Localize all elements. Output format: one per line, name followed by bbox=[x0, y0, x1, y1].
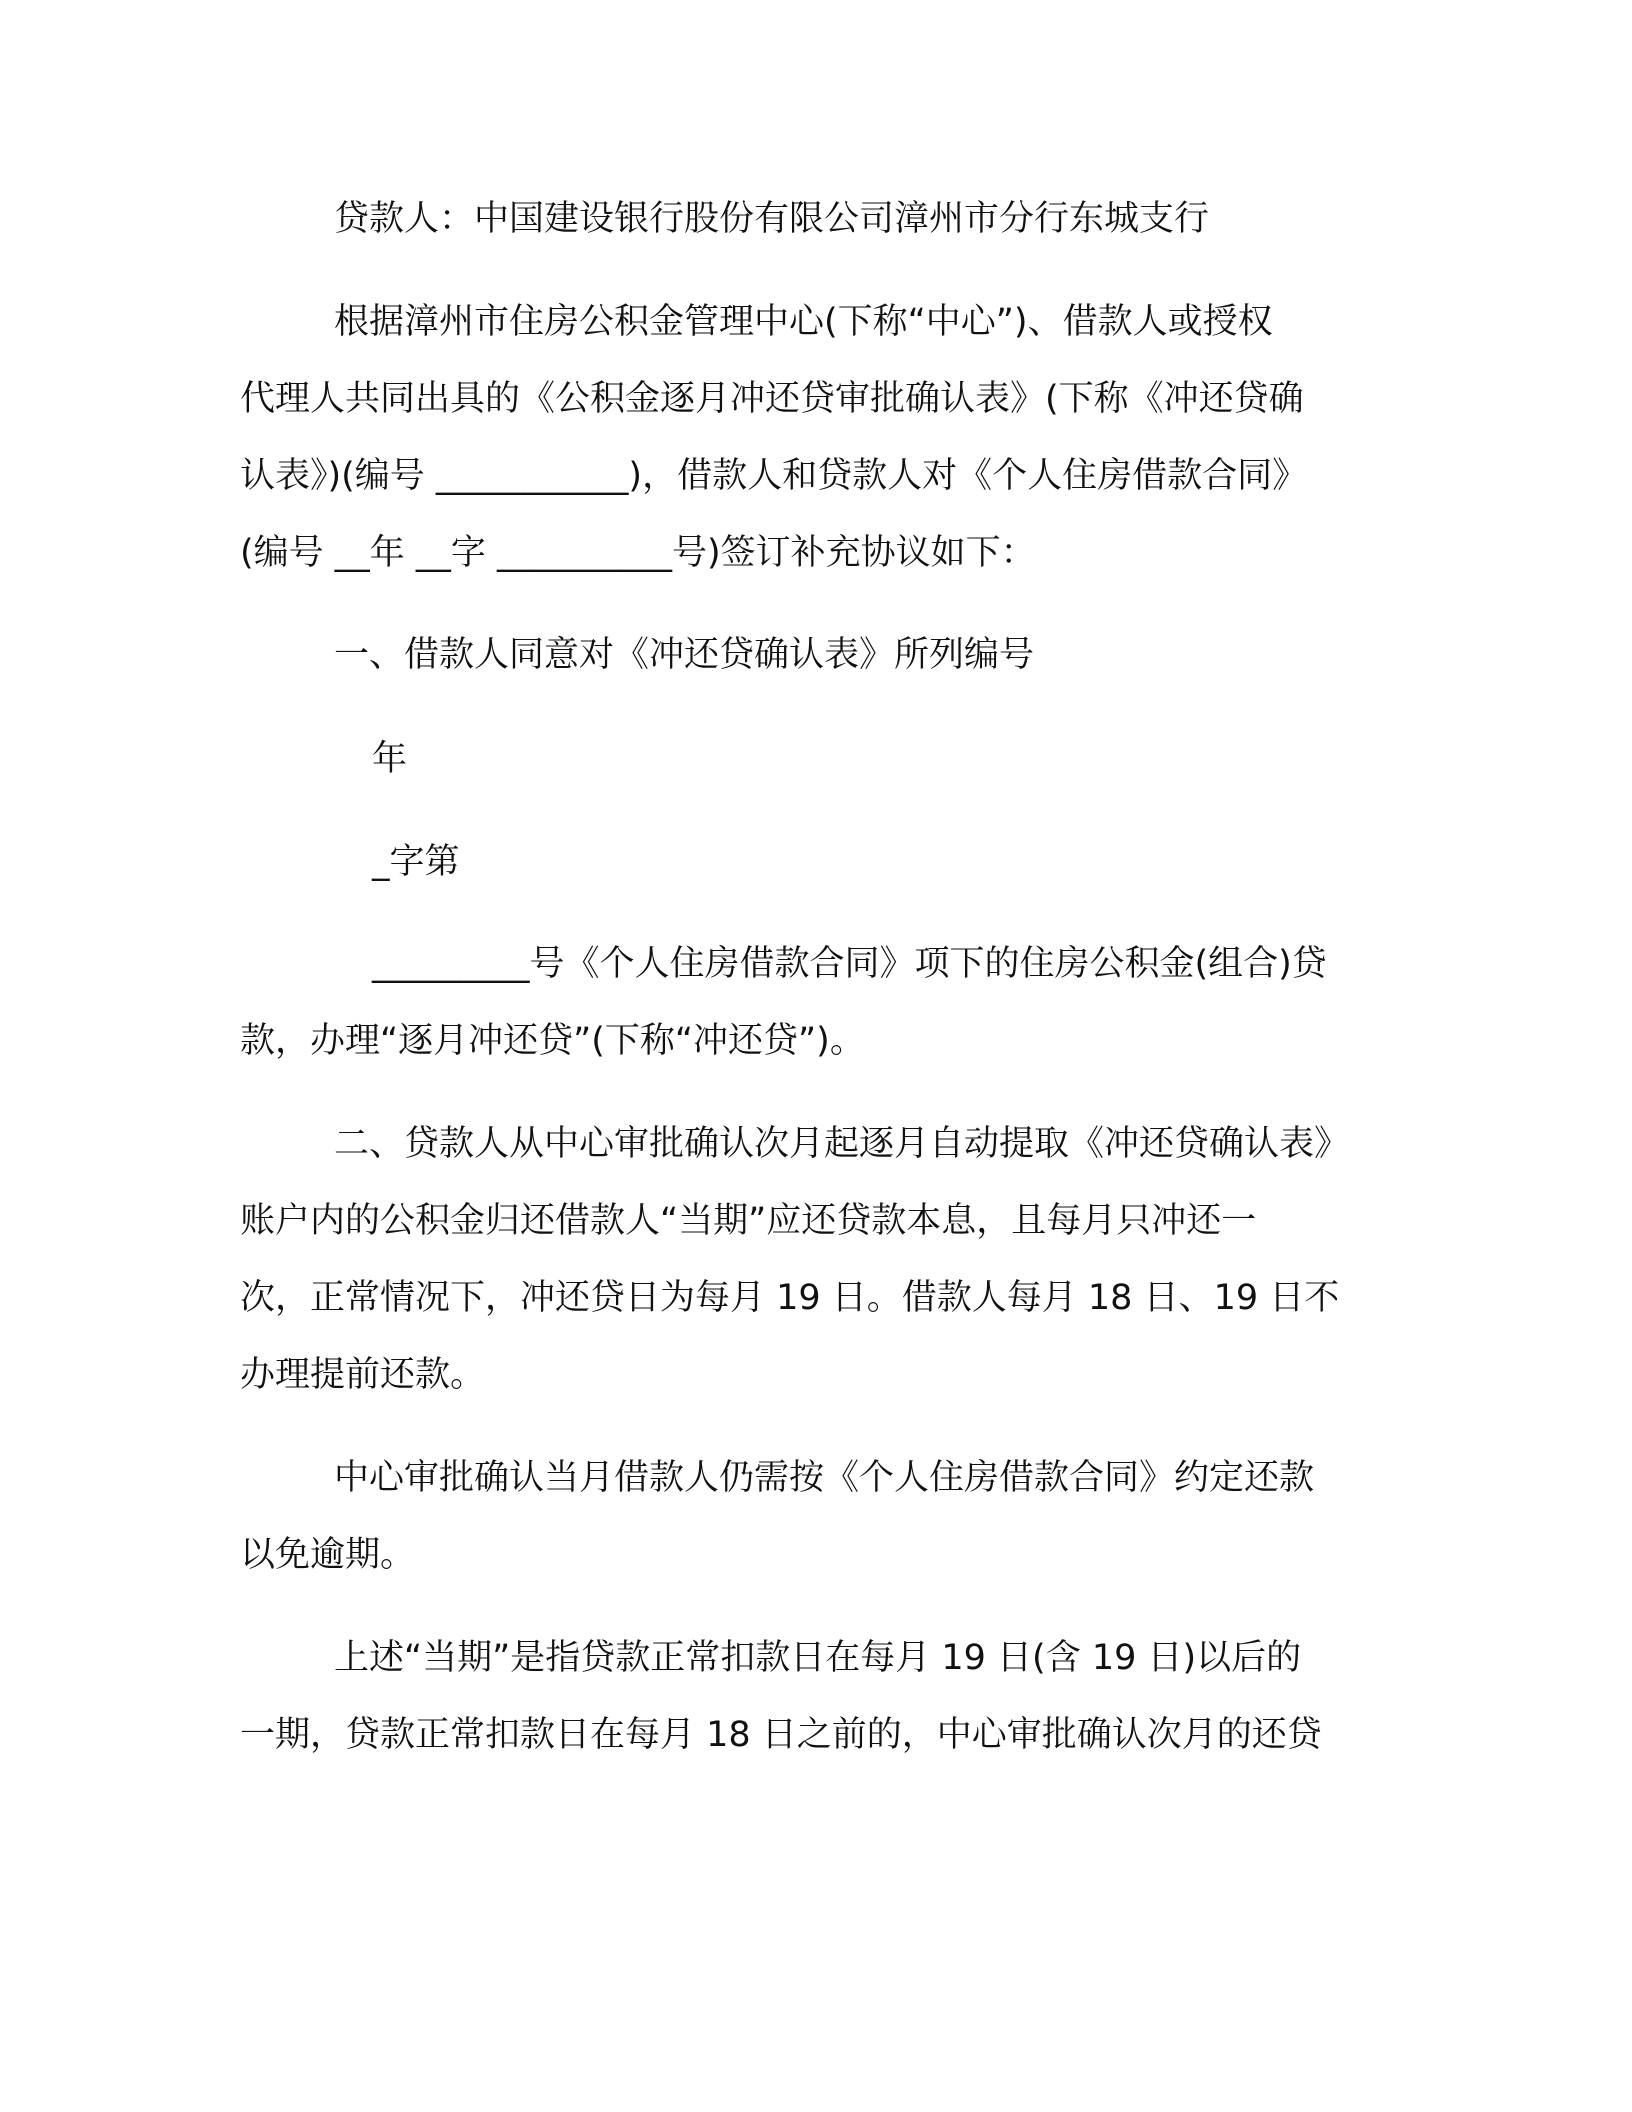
paragraph-line: (编号 __年 __字 __________号)签订补充协议如下： bbox=[240, 533, 1036, 573]
clause-two-line: 账户内的公积金归还借款人“当期”应还贷款本息，且每月只冲还一 bbox=[240, 1201, 1257, 1241]
clause-one-line: _字第 bbox=[372, 842, 460, 882]
paragraph-line: 一期，贷款正常扣款日在每月 18 日之前的，中心审批确认次月的还贷 bbox=[240, 1715, 1322, 1755]
clause-two-line: 二、贷款人从中心审批确认次月起逐月自动提取《冲还贷确认表》 bbox=[334, 1124, 1350, 1164]
clause-one-line: _________号《个人住房借款合同》项下的住房公积金(组合)贷 bbox=[372, 944, 1327, 984]
clause-two-line: 次，正常情况下，冲还贷日为每月 19 日。借款人每月 18 日、19 日不 bbox=[240, 1278, 1340, 1318]
paragraph-line: 以免逾期。 bbox=[240, 1535, 416, 1575]
paragraph-line: 认表》)(编号 ___________)，借款人和贷款人对《个人住房借款合同》 bbox=[240, 456, 1308, 496]
lender-line: 贷款人：中国建设银行股份有限公司漳州市分行东城支行 bbox=[334, 199, 1210, 239]
clause-one-line: 款，办理“逐月冲还贷”(下称“冲还贷”)。 bbox=[240, 1021, 865, 1061]
paragraph-line: 代理人共同出具的《公积金逐月冲还贷审批确认表》(下称《冲还贷确 bbox=[240, 379, 1304, 419]
paragraph-line: 中心审批确认当月借款人仍需按《个人住房借款合同》约定还款 bbox=[334, 1458, 1315, 1498]
paragraph-line: 根据漳州市住房公积金管理中心(下称“中心”)、借款人或授权 bbox=[334, 302, 1273, 342]
clause-one-line: 一、借款人同意对《冲还贷确认表》所列编号 bbox=[334, 635, 1035, 675]
clause-two-line: 办理提前还款。 bbox=[240, 1355, 486, 1395]
paragraph-line: 上述“当期”是指贷款正常扣款日在每月 19 日(含 19 日)以后的 bbox=[334, 1638, 1302, 1678]
clause-one-line: 年 bbox=[372, 739, 408, 779]
